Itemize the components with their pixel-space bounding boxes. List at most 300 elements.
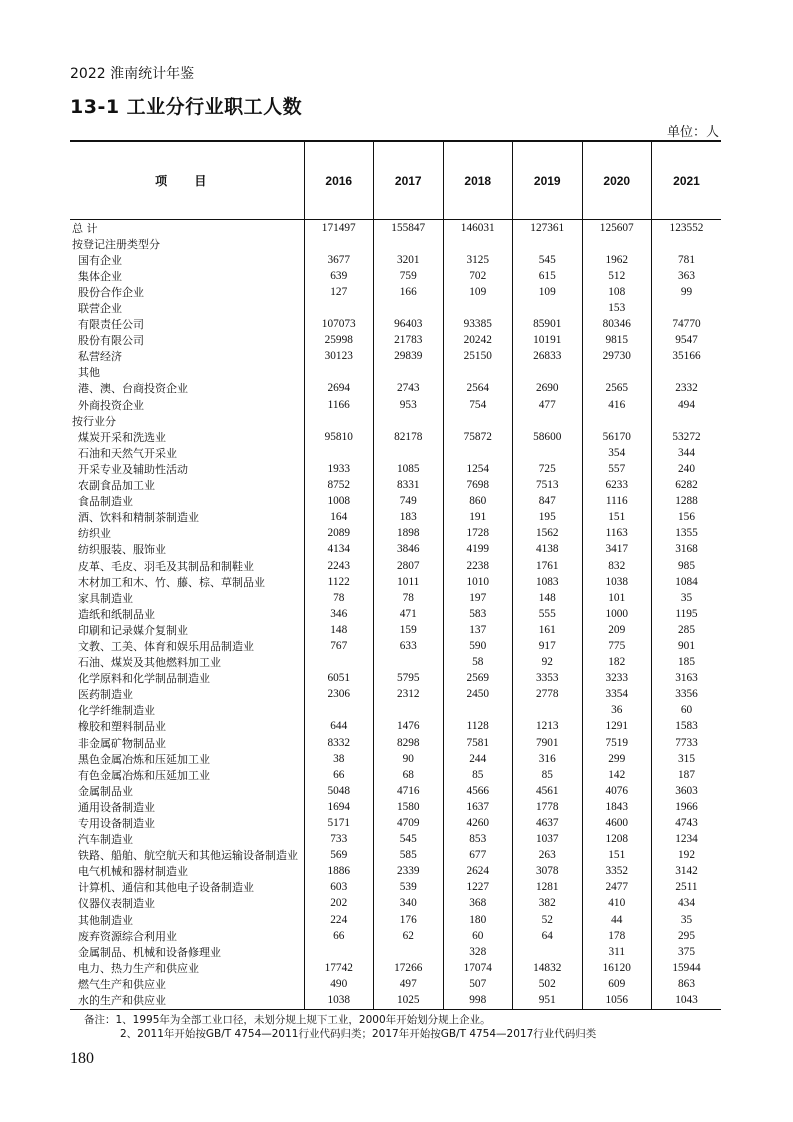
table-row (70, 783, 721, 799)
row-label: 化学原料和化学制品制造业 (78, 672, 210, 686)
cell-value: 2690 (513, 381, 583, 397)
cell-value: 180 (443, 912, 513, 928)
table-row (70, 268, 721, 284)
cell-value: 1043 (652, 993, 722, 1010)
table-row (70, 300, 721, 316)
cell-value: 2511 (652, 880, 722, 896)
cell-value: 2306 (304, 687, 374, 703)
cell-value (374, 655, 444, 671)
table-row (70, 671, 721, 687)
cell-value: 316 (513, 751, 583, 767)
cell-value: 1083 (513, 574, 583, 590)
cell-value: 340 (374, 896, 444, 912)
cell-value: 1085 (374, 461, 444, 477)
cell-value: 416 (582, 397, 652, 413)
cell-value: 1084 (652, 574, 722, 590)
cell-value: 192 (652, 848, 722, 864)
row-label: 印刷和记录媒介复制业 (78, 623, 188, 637)
cell-value: 187 (652, 767, 722, 783)
cell-value: 1010 (443, 574, 513, 590)
cell-value: 80346 (582, 317, 652, 333)
cell-value (443, 413, 513, 429)
cell-value (374, 944, 444, 960)
row-label: 农副食品加工业 (78, 479, 155, 493)
cell-value: 101 (582, 590, 652, 606)
table-row (70, 832, 721, 848)
cell-value: 2312 (374, 687, 444, 703)
cell-value: 25150 (443, 349, 513, 365)
cell-value (513, 413, 583, 429)
row-label: 电气机械和器材制造业 (78, 865, 188, 879)
cell-value: 832 (582, 558, 652, 574)
cell-value: 2694 (304, 381, 374, 397)
cell-value: 3352 (582, 864, 652, 880)
cell-value: 166 (374, 284, 444, 300)
cell-value: 148 (304, 622, 374, 638)
cell-value: 725 (513, 461, 583, 477)
table-row (70, 622, 721, 638)
cell-value: 8331 (374, 478, 444, 494)
cell-value: 224 (304, 912, 374, 928)
cell-value: 90 (374, 751, 444, 767)
cell-value: 4260 (443, 815, 513, 831)
column-header-year: 2016 (304, 141, 374, 220)
cell-value: 244 (443, 751, 513, 767)
cell-value: 137 (443, 622, 513, 638)
cell-value: 30123 (304, 349, 374, 365)
cell-value: 2743 (374, 381, 444, 397)
cell-value: 35166 (652, 349, 722, 365)
cell-value: 2624 (443, 864, 513, 880)
cell-value: 1163 (582, 526, 652, 542)
cell-value: 7513 (513, 478, 583, 494)
cell-value: 60 (443, 928, 513, 944)
cell-value: 1116 (582, 494, 652, 510)
cell-value (652, 365, 722, 381)
cell-value: 4716 (374, 783, 444, 799)
cell-value: 56170 (582, 429, 652, 445)
table-row (70, 976, 721, 992)
row-label: 其他 (78, 366, 100, 380)
cell-value: 759 (374, 268, 444, 284)
cell-value: 1962 (582, 252, 652, 268)
cell-value: 8332 (304, 735, 374, 751)
cell-value: 569 (304, 848, 374, 864)
table-row (70, 767, 721, 783)
cell-value: 185 (652, 655, 722, 671)
table-row (70, 912, 721, 928)
cell-value: 295 (652, 928, 722, 944)
cell-value: 3078 (513, 864, 583, 880)
cell-value: 917 (513, 638, 583, 654)
cell-value: 644 (304, 719, 374, 735)
cell-value: 92 (513, 655, 583, 671)
cell-value: 142 (582, 767, 652, 783)
cell-value: 1037 (513, 832, 583, 848)
cell-value: 951 (513, 993, 583, 1010)
cell-value: 58600 (513, 429, 583, 445)
cell-value: 733 (304, 832, 374, 848)
cell-value: 7519 (582, 735, 652, 751)
cell-value: 25998 (304, 333, 374, 349)
cell-value: 36 (582, 703, 652, 719)
cell-value: 953 (374, 397, 444, 413)
cell-value: 1637 (443, 799, 513, 815)
cell-value: 1038 (304, 993, 374, 1010)
row-label: 其他制造业 (78, 913, 133, 927)
table-row (70, 638, 721, 654)
cell-value: 1291 (582, 719, 652, 735)
cell-value (582, 365, 652, 381)
cell-value: 109 (443, 284, 513, 300)
cell-value: 7901 (513, 735, 583, 751)
row-label: 石油、煤炭及其他燃料加工业 (78, 656, 221, 670)
cell-value: 299 (582, 751, 652, 767)
row-label: 石油和天然气开采业 (78, 446, 177, 460)
cell-value: 146031 (443, 220, 513, 237)
cell-value: 4199 (443, 542, 513, 558)
row-label: 黑色金属冶炼和压延加工业 (78, 752, 210, 766)
cell-value: 3603 (652, 783, 722, 799)
cell-value: 328 (443, 944, 513, 960)
cell-value (374, 413, 444, 429)
cell-value: 471 (374, 606, 444, 622)
cell-value (304, 300, 374, 316)
cell-value (513, 236, 583, 252)
row-label: 纺织服装、服饰业 (78, 543, 166, 557)
cell-value: 85901 (513, 317, 583, 333)
table-row (70, 687, 721, 703)
cell-value: 3356 (652, 687, 722, 703)
table-row (70, 590, 721, 606)
row-label: 汽车制造业 (78, 833, 133, 847)
cell-value: 9815 (582, 333, 652, 349)
cell-value: 1128 (443, 719, 513, 735)
cell-value: 2778 (513, 687, 583, 703)
cell-value (304, 236, 374, 252)
cell-value: 639 (304, 268, 374, 284)
cell-value (304, 944, 374, 960)
cell-value: 2089 (304, 526, 374, 542)
row-label: 水的生产和供应业 (70, 993, 304, 1010)
cell-value: 512 (582, 268, 652, 284)
cell-value: 1476 (374, 719, 444, 735)
cell-value: 17074 (443, 960, 513, 976)
cell-value (513, 300, 583, 316)
table-row (70, 944, 721, 960)
cell-value: 847 (513, 494, 583, 510)
cell-value: 494 (652, 397, 722, 413)
cell-value: 3846 (374, 542, 444, 558)
cell-value: 5048 (304, 783, 374, 799)
cell-value: 15944 (652, 960, 722, 976)
row-label: 燃气生产和供应业 (78, 977, 166, 991)
yearbook-header: 2022 淮南统计年鉴 (70, 66, 195, 82)
cell-value: 1583 (652, 719, 722, 735)
cell-value (374, 365, 444, 381)
cell-value: 1208 (582, 832, 652, 848)
footnote: 备注：1、1995年为全部工业口径，未划分规上规下工业，2000年开始划分规上企业。 (84, 1014, 491, 1026)
cell-value (652, 236, 722, 252)
cell-value: 82178 (374, 429, 444, 445)
table-row (70, 574, 721, 590)
cell-value (443, 300, 513, 316)
table-row (70, 993, 721, 1010)
cell-value: 5795 (374, 671, 444, 687)
cell-value: 35 (652, 912, 722, 928)
cell-value: 853 (443, 832, 513, 848)
table-row (70, 558, 721, 574)
row-label: 非金属矿物制品业 (78, 736, 166, 750)
cell-value: 583 (443, 606, 513, 622)
row-label: 医药制造业 (78, 688, 133, 702)
cell-value: 998 (443, 993, 513, 1010)
table-row (70, 606, 721, 622)
table-row (70, 751, 721, 767)
cell-value: 375 (652, 944, 722, 960)
table-row (70, 703, 721, 719)
cell-value: 615 (513, 268, 583, 284)
cell-value: 2450 (443, 687, 513, 703)
table-row (70, 381, 721, 397)
table-row (70, 848, 721, 864)
cell-value: 53272 (652, 429, 722, 445)
cell-value: 14832 (513, 960, 583, 976)
cell-value: 2238 (443, 558, 513, 574)
cell-value: 311 (582, 944, 652, 960)
cell-value: 3142 (652, 864, 722, 880)
table-row (70, 510, 721, 526)
cell-value: 127361 (513, 220, 583, 237)
table-row (70, 220, 721, 237)
table-row (70, 317, 721, 333)
cell-value: 10191 (513, 333, 583, 349)
cell-value: 125607 (582, 220, 652, 237)
cell-value: 2565 (582, 381, 652, 397)
table-row (70, 896, 721, 912)
cell-value: 107073 (304, 317, 374, 333)
cell-value: 151 (582, 848, 652, 864)
cell-value: 344 (652, 445, 722, 461)
row-label: 外商投资企业 (78, 398, 144, 412)
page-number: 180 (70, 1050, 94, 1067)
table-row (70, 526, 721, 542)
cell-value: 2332 (652, 381, 722, 397)
cell-value: 96403 (374, 317, 444, 333)
table-row (70, 880, 721, 896)
cell-value: 1562 (513, 526, 583, 542)
cell-value: 3201 (374, 252, 444, 268)
table-title: 13-1 工业分行业职工人数 (70, 96, 303, 118)
cell-value: 29730 (582, 349, 652, 365)
cell-value: 62 (374, 928, 444, 944)
row-label: 煤炭开采和洗选业 (78, 430, 166, 444)
row-label: 有限责任公司 (78, 318, 144, 332)
cell-value: 863 (652, 976, 722, 992)
cell-value (374, 300, 444, 316)
cell-value: 4138 (513, 542, 583, 558)
cell-value: 434 (652, 896, 722, 912)
table-row (70, 461, 721, 477)
row-label: 股份有限公司 (78, 334, 144, 348)
cell-value: 354 (582, 445, 652, 461)
cell-value: 1933 (304, 461, 374, 477)
cell-value: 240 (652, 461, 722, 477)
cell-value: 545 (374, 832, 444, 848)
row-label: 按登记注册类型分 (72, 237, 160, 251)
table-row (70, 445, 721, 461)
cell-value: 382 (513, 896, 583, 912)
cell-value: 1778 (513, 799, 583, 815)
cell-value: 3417 (582, 542, 652, 558)
column-header-year: 2020 (582, 141, 652, 220)
column-header-year: 2017 (374, 141, 444, 220)
cell-value: 1355 (652, 526, 722, 542)
cell-value: 1227 (443, 880, 513, 896)
table-row (70, 928, 721, 944)
table-row (70, 236, 721, 252)
row-label: 橡胶和塑料制品业 (78, 720, 166, 734)
cell-value: 749 (374, 494, 444, 510)
cell-value: 3163 (652, 671, 722, 687)
cell-value: 507 (443, 976, 513, 992)
cell-value: 127 (304, 284, 374, 300)
cell-value: 633 (374, 638, 444, 654)
row-label: 港、澳、台商投资企业 (78, 382, 188, 396)
cell-value: 4709 (374, 815, 444, 831)
cell-value: 603 (304, 880, 374, 896)
cell-value: 346 (304, 606, 374, 622)
cell-value (374, 236, 444, 252)
table-row (70, 542, 721, 558)
cell-value: 161 (513, 622, 583, 638)
row-label: 有色金属冶炼和压延加工业 (78, 768, 210, 782)
row-label: 金属制品业 (78, 784, 133, 798)
cell-value: 195 (513, 510, 583, 526)
cell-value: 1254 (443, 461, 513, 477)
cell-value: 17742 (304, 960, 374, 976)
cell-value: 1195 (652, 606, 722, 622)
table-row (70, 365, 721, 381)
cell-value: 155847 (374, 220, 444, 237)
cell-value: 1122 (304, 574, 374, 590)
cell-value: 2807 (374, 558, 444, 574)
table-row (70, 413, 721, 429)
cell-value: 164 (304, 510, 374, 526)
cell-value: 93385 (443, 317, 513, 333)
row-label: 国有企业 (78, 253, 122, 267)
cell-value: 7698 (443, 478, 513, 494)
row-label: 私营经济 (78, 350, 122, 364)
table-row (70, 494, 721, 510)
cell-value: 1843 (582, 799, 652, 815)
cell-value: 44 (582, 912, 652, 928)
cell-value: 4561 (513, 783, 583, 799)
cell-value: 3125 (443, 252, 513, 268)
row-label: 集体企业 (78, 269, 122, 283)
cell-value: 1008 (304, 494, 374, 510)
cell-value: 781 (652, 252, 722, 268)
cell-value: 64 (513, 928, 583, 944)
cell-value: 1213 (513, 719, 583, 735)
cell-value (513, 445, 583, 461)
cell-value: 477 (513, 397, 583, 413)
cell-value: 60 (652, 703, 722, 719)
column-header-item: 项 目 (70, 141, 304, 220)
cell-value: 4743 (652, 815, 722, 831)
cell-value: 3677 (304, 252, 374, 268)
cell-value: 3168 (652, 542, 722, 558)
cell-value: 860 (443, 494, 513, 510)
cell-value: 1288 (652, 494, 722, 510)
footnotes (84, 1013, 596, 1041)
row-label: 电力、热力生产和供应业 (78, 961, 199, 975)
cell-value: 3353 (513, 671, 583, 687)
cell-value: 6051 (304, 671, 374, 687)
cell-value: 2569 (443, 671, 513, 687)
table-row (70, 719, 721, 735)
row-label: 纺织业 (78, 527, 111, 541)
row-label: 家具制造业 (78, 591, 133, 605)
table-row (70, 960, 721, 976)
cell-value (304, 655, 374, 671)
cell-value (374, 703, 444, 719)
cell-value (304, 445, 374, 461)
cell-value: 85 (513, 767, 583, 783)
cell-value: 209 (582, 622, 652, 638)
cell-value: 156 (652, 510, 722, 526)
cell-value: 557 (582, 461, 652, 477)
row-label: 开采专业及辅助性活动 (78, 462, 188, 476)
cell-value (652, 300, 722, 316)
cell-value (443, 236, 513, 252)
cell-value: 20242 (443, 333, 513, 349)
cell-value: 775 (582, 638, 652, 654)
cell-value (304, 365, 374, 381)
cell-value: 151 (582, 510, 652, 526)
table-row (70, 397, 721, 413)
cell-value: 2477 (582, 880, 652, 896)
row-label: 废弃资源综合利用业 (78, 929, 177, 943)
cell-value: 555 (513, 606, 583, 622)
cell-value: 677 (443, 848, 513, 864)
cell-value: 368 (443, 896, 513, 912)
row-label: 文教、工美、体育和娱乐用品制造业 (78, 639, 254, 653)
row-label: 铁路、船舶、航空航天和其他运输设备制造业 (78, 849, 298, 863)
cell-value: 191 (443, 510, 513, 526)
cell-value: 17266 (374, 960, 444, 976)
column-header-year: 2019 (513, 141, 583, 220)
cell-value: 171497 (304, 220, 374, 237)
cell-value: 1694 (304, 799, 374, 815)
cell-value: 66 (304, 928, 374, 944)
cell-value: 5171 (304, 815, 374, 831)
cell-value: 702 (443, 268, 513, 284)
row-label: 按行业分 (72, 414, 116, 428)
table-header-row (70, 141, 721, 220)
cell-value: 8298 (374, 735, 444, 751)
cell-value: 66 (304, 767, 374, 783)
cell-value: 315 (652, 751, 722, 767)
cell-value: 7733 (652, 735, 722, 751)
column-header-year: 2018 (443, 141, 513, 220)
cell-value: 590 (443, 638, 513, 654)
row-label: 金属制品、机械和设备修理业 (78, 945, 221, 959)
cell-value: 2243 (304, 558, 374, 574)
cell-value: 4076 (582, 783, 652, 799)
cell-value: 9547 (652, 333, 722, 349)
cell-value: 1234 (652, 832, 722, 848)
